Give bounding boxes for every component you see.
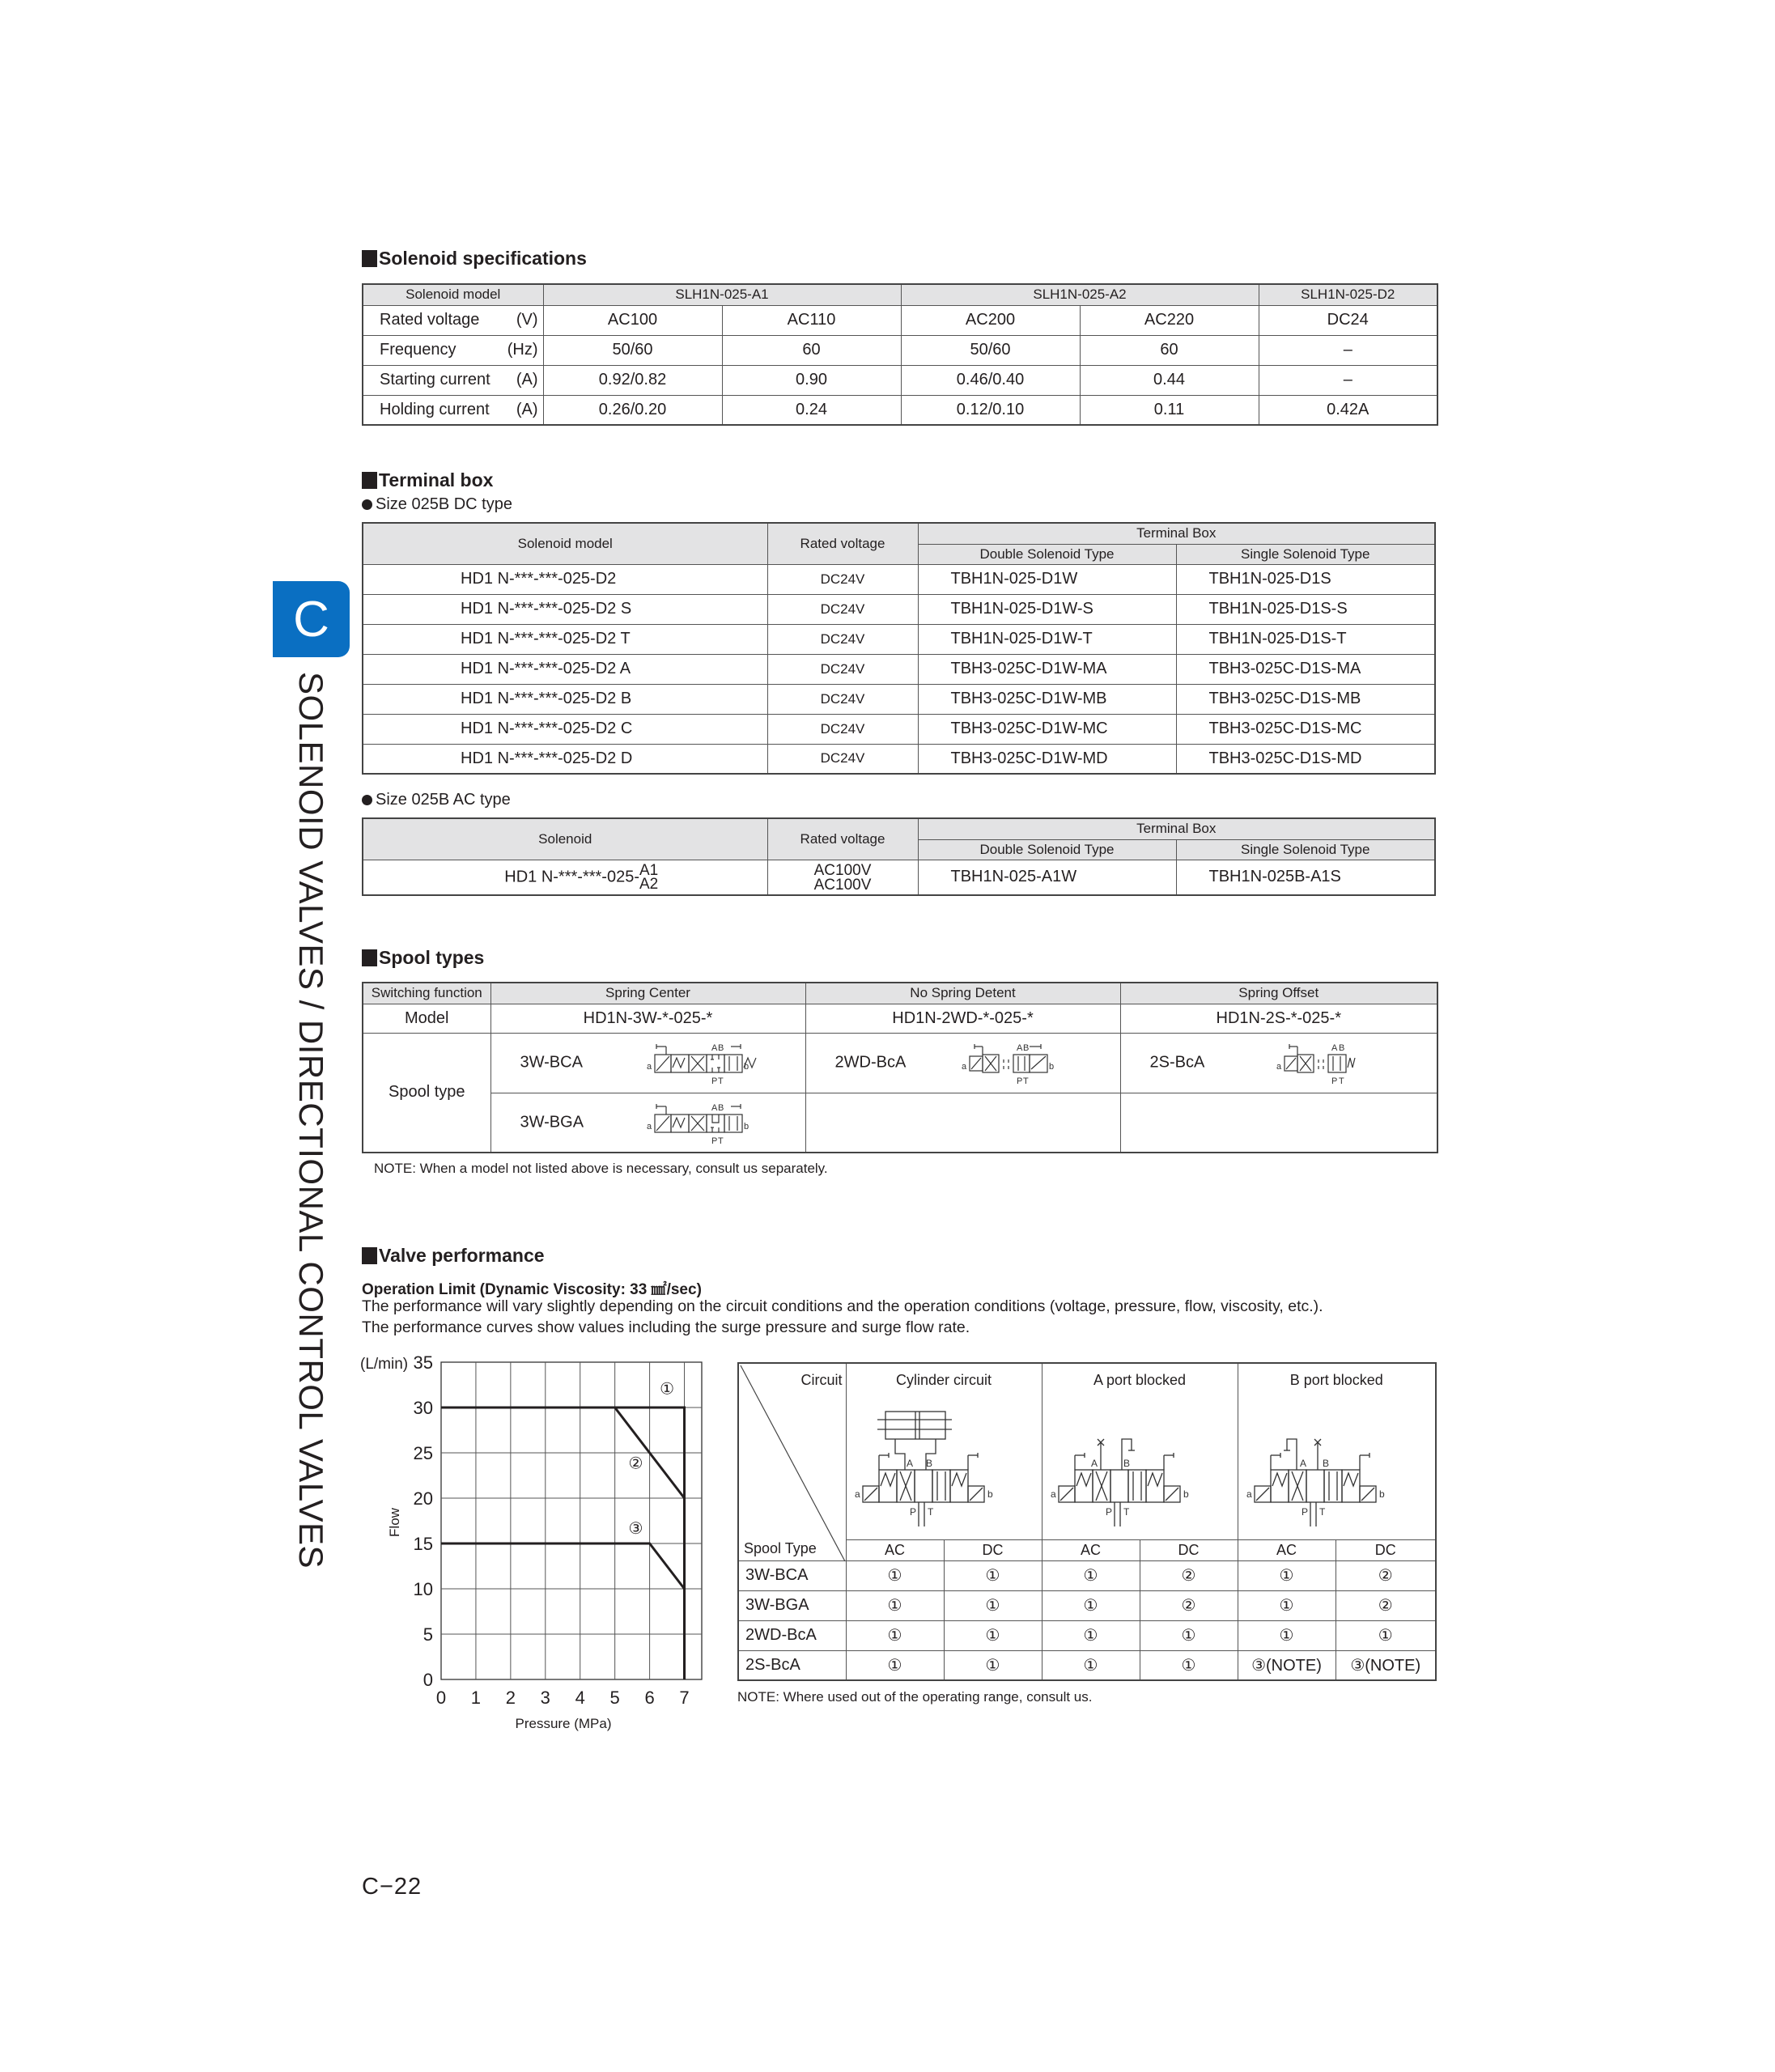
header-solenoid-model: Solenoid model	[363, 523, 767, 564]
table-row	[738, 1650, 1436, 1680]
cell-double: TBH3-025C-D1W-MA	[918, 654, 1176, 684]
solenoid-specs-heading: Solenoid specifications	[362, 248, 587, 270]
cell-single: TBH1N-025B-A1S	[1176, 860, 1435, 895]
cell-double: TBH1N-025-D1W-S	[918, 594, 1176, 624]
table-row	[363, 860, 1435, 895]
y-tick-label: 0	[423, 1670, 433, 1690]
spool-types-table	[362, 982, 1438, 1153]
cell: ①	[1140, 1650, 1238, 1680]
section-label-vertical: SOLENOID VALVES / DIRECTIONAL CONTROL VALVES	[292, 672, 330, 1569]
cell: ①	[944, 1620, 1042, 1650]
svg-text:a: a	[854, 1488, 860, 1500]
header-model-a2: SLH1N-025-A2	[901, 284, 1259, 305]
svg-text:a: a	[646, 1121, 652, 1132]
corner-cell	[738, 1363, 846, 1560]
header-single-solenoid: Single Solenoid Type	[1176, 544, 1435, 564]
spool-name: 3W-BCA	[520, 1053, 583, 1072]
svg-text:b: b	[1048, 1061, 1054, 1072]
table-row	[363, 684, 1435, 714]
cell-spool: 2WD-BcA	[738, 1620, 846, 1650]
heading-square-icon	[362, 949, 377, 966]
cell-double: TBH1N-025-A1W	[918, 860, 1176, 895]
table-row	[738, 1590, 1436, 1620]
spool-types-note: NOTE: When a model not listed above is necessary, consult us separately.	[374, 1161, 828, 1176]
y-tick-label: 30	[413, 1398, 433, 1418]
cell: 0.46/0.40	[901, 365, 1080, 395]
svg-text:P: P	[909, 1506, 916, 1518]
cell-model: HD1 N-***-***-025-D2	[363, 564, 767, 594]
empty-cell	[805, 1093, 1120, 1153]
subheader-ac: AC	[1042, 1539, 1140, 1560]
table-row	[363, 654, 1435, 684]
header-single-solenoid: Single Solenoid Type	[1176, 839, 1435, 860]
cell: 0.12/0.10	[901, 395, 1080, 425]
table-row	[363, 594, 1435, 624]
cell-single: TBH3-025C-D1S-MA	[1176, 654, 1435, 684]
svg-text:A: A	[1016, 1042, 1022, 1053]
header-rated-voltage: Rated voltage	[767, 523, 918, 564]
cell: ①	[846, 1650, 944, 1680]
x-tick-label: 2	[505, 1688, 516, 1708]
table-row	[363, 714, 1435, 744]
header-terminal-box: Terminal Box	[918, 523, 1435, 544]
cell: ①	[1238, 1620, 1335, 1650]
series-label-1: ①	[660, 1380, 675, 1399]
cell-single: TBH3-025C-D1S-MB	[1176, 684, 1435, 714]
cell: 60	[722, 335, 901, 365]
cell: ①	[846, 1620, 944, 1650]
cell: ①	[944, 1590, 1042, 1620]
series-label-3: ③	[628, 1520, 643, 1539]
bullet-icon	[362, 499, 372, 510]
terminal-box-ac-table	[362, 817, 1436, 896]
cell-voltage: DC24V	[767, 744, 918, 774]
cell: ①	[1238, 1560, 1335, 1590]
cell: DC24	[1259, 305, 1437, 335]
valve-symbol-2wd-bca-icon	[962, 1038, 1062, 1090]
valve-symbol-2s-bca-icon	[1276, 1038, 1365, 1090]
cell: 60	[1080, 335, 1259, 365]
x-tick-label: 5	[609, 1688, 620, 1708]
cell: 50/60	[543, 335, 722, 365]
cell-single: TBH3-025C-D1S-MC	[1176, 714, 1435, 744]
corner-label-circuit: Circuit	[800, 1372, 843, 1388]
svg-text:T: T	[1338, 1076, 1344, 1086]
section-tab-c[interactable]	[273, 581, 350, 657]
header-solenoid-model: Solenoid model	[363, 284, 543, 305]
svg-text:T: T	[717, 1076, 724, 1086]
corner-label-spool-type: Spool Type	[744, 1539, 817, 1556]
y-axis-label: Flow	[387, 1508, 402, 1537]
row-label: Rated voltage (V)	[363, 305, 543, 335]
cell: 0.42A	[1259, 395, 1437, 425]
cell: AC100	[543, 305, 722, 335]
cell: ①	[944, 1560, 1042, 1590]
svg-text:A: A	[711, 1042, 717, 1053]
header-terminal-box: Terminal Box	[918, 818, 1435, 839]
operating-range-note: NOTE: Where used out of the operating range, consult us.	[737, 1689, 1093, 1705]
y-tick-label: 5	[423, 1624, 433, 1645]
cell: ②	[1335, 1590, 1436, 1620]
terminal-box-heading: Terminal box	[362, 469, 493, 491]
svg-text:b: b	[987, 1488, 993, 1500]
ac-type-subtitle: Size 025B AC type	[362, 791, 511, 809]
svg-text:T: T	[927, 1506, 933, 1518]
spool-cell	[490, 1033, 805, 1093]
svg-text:a: a	[961, 1061, 966, 1072]
svg-text:A: A	[711, 1102, 717, 1113]
cell-model: HD1 N-***-***-025-D2 C	[363, 714, 767, 744]
svg-text:a: a	[646, 1061, 652, 1072]
table-row	[363, 365, 1437, 395]
subheader-dc: DC	[1140, 1539, 1238, 1560]
valve-symbol-3w-bga-icon	[647, 1098, 747, 1150]
cell-spool: 3W-BCA	[738, 1560, 846, 1590]
cell-voltage: DC24V	[767, 714, 918, 744]
svg-text:A: A	[1331, 1042, 1337, 1053]
cell-voltage: DC24V	[767, 624, 918, 654]
header-model-a1: SLH1N-025-A1	[543, 284, 901, 305]
table-row	[363, 744, 1435, 774]
table-row	[363, 564, 1435, 594]
table-row	[363, 1004, 1437, 1033]
cell-model: HD1N-2S-*-025-*	[1120, 1004, 1437, 1033]
subheader-dc: DC	[1335, 1539, 1436, 1560]
operation-limit-subtitle: Operation Limit (Dynamic Viscosity: 33 ㎟/sec)	[362, 1281, 702, 1298]
table-row	[363, 624, 1435, 654]
svg-text:B: B	[925, 1458, 932, 1469]
spool-cell	[805, 1033, 1120, 1093]
heading-square-icon	[362, 250, 377, 267]
cell: AC200	[901, 305, 1080, 335]
x-tick-label: 6	[644, 1688, 655, 1708]
header-model-d2: SLH1N-025-D2	[1259, 284, 1437, 305]
cylinder-circuit-diagram-icon	[847, 1389, 1042, 1535]
table-header-row	[363, 284, 1437, 305]
svg-text:A: A	[1299, 1458, 1306, 1469]
cell-single: TBH1N-025-D1S-S	[1176, 594, 1435, 624]
svg-text:A: A	[906, 1458, 913, 1469]
x-axis-label: Pressure (MPa)	[515, 1716, 612, 1731]
cell: 0.24	[722, 395, 901, 425]
heading-square-icon	[362, 472, 377, 489]
cell: ①	[846, 1590, 944, 1620]
cell-single: TBH1N-025-D1S-T	[1176, 624, 1435, 654]
spool-name: 3W-BGA	[520, 1113, 584, 1132]
cell: ①	[1238, 1590, 1335, 1620]
page-number: C−22	[362, 1874, 423, 1900]
performance-description-1: The performance will vary slightly depending on the circuit conditions and the operation conditions (voltage, pressure, flow, viscosity, etc.).	[362, 1297, 1323, 1315]
row-label-model: Model	[363, 1004, 490, 1033]
svg-text:b: b	[1183, 1488, 1189, 1500]
svg-text:P: P	[711, 1136, 717, 1146]
y-tick-label: 10	[413, 1579, 433, 1599]
x-tick-label: 1	[470, 1688, 482, 1708]
svg-text:B: B	[717, 1102, 724, 1113]
cell: ①	[1042, 1650, 1140, 1680]
header-double-solenoid: Double Solenoid Type	[918, 839, 1176, 860]
cell-voltage: DC24V	[767, 654, 918, 684]
cell: –	[1259, 365, 1437, 395]
cell-model: HD1 N-***-***-025-D2 A	[363, 654, 767, 684]
subheader-ac: AC	[846, 1539, 944, 1560]
table-row	[738, 1620, 1436, 1650]
table-row	[738, 1560, 1436, 1590]
performance-description-2: The performance curves show values including the surge pressure and surge flow rate.	[362, 1318, 970, 1336]
svg-text:a: a	[1246, 1488, 1252, 1500]
svg-text:B: B	[1322, 1458, 1329, 1469]
table-row	[363, 395, 1437, 425]
dc-type-subtitle: Size 025B DC type	[362, 495, 512, 514]
svg-text:a: a	[1276, 1061, 1281, 1072]
cell-model: HD1 N-***-***-025- A1 A2	[363, 860, 767, 895]
row-label: Starting current (A)	[363, 365, 543, 395]
b-port-blocked-diagram-icon	[1238, 1389, 1434, 1535]
svg-text:T: T	[1123, 1506, 1129, 1518]
row-label-spool-type: Spool type	[363, 1033, 490, 1153]
cell-double: TBH1N-025-D1W	[918, 564, 1176, 594]
cell: 0.92/0.82	[543, 365, 722, 395]
circuit-b-port-blocked: B port blocked a b A B P T	[1238, 1363, 1436, 1539]
spool-name: 2WD-BcA	[834, 1053, 907, 1072]
cell-spool: 2S-BcA	[738, 1650, 846, 1680]
cell: ③(NOTE)	[1335, 1650, 1436, 1680]
cell: AC110	[722, 305, 901, 335]
header-solenoid: Solenoid	[363, 818, 767, 860]
cell-voltage: DC24V	[767, 594, 918, 624]
svg-text:P: P	[1105, 1506, 1112, 1518]
section-letter: C	[293, 591, 329, 648]
subheader-dc: DC	[944, 1539, 1042, 1560]
header-no-spring-detent: No Spring Detent	[805, 983, 1120, 1004]
svg-text:B: B	[1022, 1042, 1029, 1053]
cell: –	[1259, 335, 1437, 365]
cell: ①	[1042, 1620, 1140, 1650]
header-rated-voltage: Rated voltage	[767, 818, 918, 860]
svg-text:A: A	[1090, 1458, 1098, 1469]
svg-text:T: T	[1022, 1076, 1029, 1086]
cell: ①	[944, 1650, 1042, 1680]
cell: 50/60	[901, 335, 1080, 365]
svg-text:T: T	[717, 1136, 724, 1146]
table-row	[363, 1033, 1437, 1093]
valve-symbol-3w-bca-icon	[647, 1038, 747, 1090]
cell: ②	[1140, 1590, 1238, 1620]
x-tick-label: 0	[435, 1688, 447, 1708]
cell: 0.90	[722, 365, 901, 395]
y-tick-label: 20	[413, 1488, 433, 1509]
subheader-ac: AC	[1238, 1539, 1335, 1560]
svg-text:b: b	[1378, 1488, 1385, 1500]
cell-model: HD1 N-***-***-025-D2 T	[363, 624, 767, 654]
cell: 0.44	[1080, 365, 1259, 395]
spool-name: 2S-BcA	[1149, 1053, 1205, 1072]
spool-types-heading: Spool types	[362, 947, 484, 969]
cell-single: TBH3-025C-D1S-MD	[1176, 744, 1435, 774]
svg-text:b: b	[743, 1061, 749, 1072]
cell-model: HD1 N-***-***-025-D2 S	[363, 594, 767, 624]
series-line-3	[441, 1543, 685, 1679]
cell-voltage: DC24V	[767, 564, 918, 594]
series-label-2: ②	[628, 1454, 643, 1473]
cell: ①	[1140, 1620, 1238, 1650]
bullet-icon	[362, 795, 372, 805]
svg-text:P: P	[711, 1076, 717, 1086]
svg-text:P: P	[1016, 1076, 1022, 1086]
y-tick-label: 25	[413, 1443, 433, 1463]
svg-text:P: P	[1331, 1076, 1337, 1086]
svg-text:P: P	[1301, 1506, 1308, 1518]
valve-performance-heading: Valve performance	[362, 1245, 545, 1267]
cell-spool: 3W-BGA	[738, 1590, 846, 1620]
cell: ②	[1335, 1560, 1436, 1590]
cell-model: HD1 N-***-***-025-D2 D	[363, 744, 767, 774]
cell: ①	[846, 1560, 944, 1590]
a-port-blocked-diagram-icon	[1042, 1389, 1238, 1535]
cell-model: HD1N-2WD-*-025-*	[805, 1004, 1120, 1033]
cell: ①	[1042, 1590, 1140, 1620]
svg-text:B: B	[1338, 1042, 1344, 1053]
header-switching-function: Switching function	[363, 983, 490, 1004]
spool-cell	[490, 1093, 805, 1153]
spool-cell	[1120, 1033, 1437, 1093]
plot-frame	[441, 1362, 702, 1679]
header-spring-offset: Spring Offset	[1120, 983, 1437, 1004]
table-row	[363, 305, 1437, 335]
cell-voltage: AC100V AC100V	[767, 860, 918, 895]
y-tick-label: 35	[413, 1352, 433, 1373]
x-tick-label: 4	[575, 1688, 585, 1708]
svg-text:B: B	[1123, 1458, 1130, 1469]
cell-double: TBH3-025C-D1W-MB	[918, 684, 1176, 714]
cell: ②	[1140, 1560, 1238, 1590]
circuit-cylinder: Cylinder circuit a b A B P T	[846, 1363, 1042, 1539]
cell-double: TBH3-025C-D1W-MC	[918, 714, 1176, 744]
cell-double: TBH3-025C-D1W-MD	[918, 744, 1176, 774]
cell: 0.11	[1080, 395, 1259, 425]
x-tick-label: 7	[679, 1688, 690, 1708]
table-row	[363, 1093, 1437, 1153]
operation-limit-table	[737, 1362, 1437, 1681]
cell-model: HD1N-3W-*-025-*	[490, 1004, 805, 1033]
solenoid-specs-table	[362, 283, 1438, 426]
diagonal-divider	[739, 1364, 847, 1561]
heading-square-icon	[362, 1247, 377, 1264]
svg-text:B: B	[717, 1042, 724, 1053]
operation-limit-chart	[356, 1344, 728, 1748]
y-unit-label: (L/min)	[360, 1356, 409, 1373]
svg-text:T: T	[1319, 1506, 1325, 1518]
terminal-box-dc-table	[362, 522, 1436, 775]
cell-voltage: DC24V	[767, 684, 918, 714]
header-spring-center: Spring Center	[490, 983, 805, 1004]
svg-text:b: b	[743, 1121, 749, 1132]
y-tick-label: 15	[413, 1534, 433, 1554]
table-row	[363, 335, 1437, 365]
cell: AC220	[1080, 305, 1259, 335]
cell: 0.26/0.20	[543, 395, 722, 425]
circuit-a-port-blocked: A port blocked a b A B P T	[1042, 1363, 1238, 1539]
empty-cell	[1120, 1093, 1437, 1153]
row-label: Frequency (Hz)	[363, 335, 543, 365]
x-tick-label: 3	[540, 1688, 550, 1708]
cell: ①	[1042, 1560, 1140, 1590]
svg-text:a: a	[1050, 1488, 1056, 1500]
cell-model: HD1 N-***-***-025-D2 B	[363, 684, 767, 714]
cell: ①	[1335, 1620, 1436, 1650]
header-double-solenoid: Double Solenoid Type	[918, 544, 1176, 564]
cell: ③(NOTE)	[1238, 1650, 1335, 1680]
cell-single: TBH1N-025-D1S	[1176, 564, 1435, 594]
cell-double: TBH1N-025-D1W-T	[918, 624, 1176, 654]
row-label: Holding current (A)	[363, 395, 543, 425]
